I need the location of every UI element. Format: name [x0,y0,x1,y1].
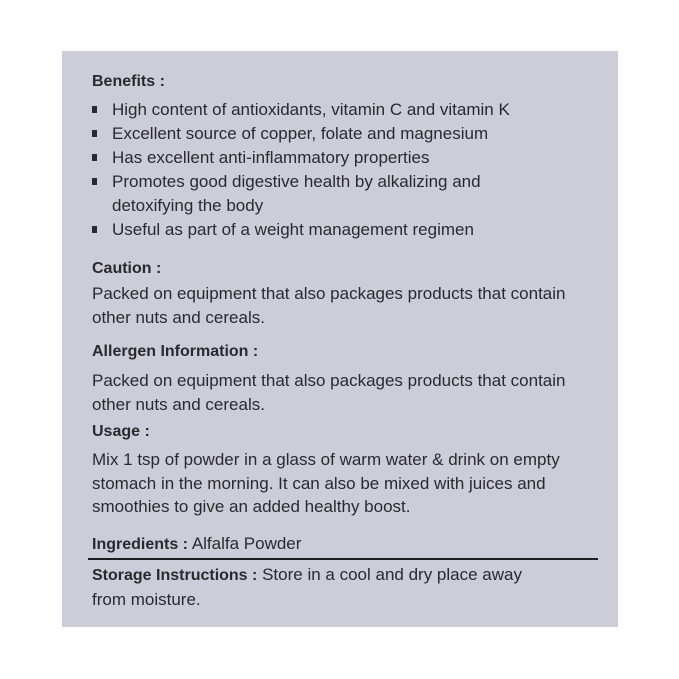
usage-text: Mix 1 tsp of powder in a glass of warm water & drink on empty stomach in the morning. It can also be mixed with juices and smoothies to give an added healthy boost. [92,450,560,516]
usage-section [92,421,604,519]
bullet-icon [92,154,97,161]
allergen-section [92,341,604,416]
bullet-icon [92,106,97,113]
divider [88,558,598,560]
ingredients-row [92,532,604,557]
ingredients-label: Ingredients : [92,536,189,553]
allergen-text: Packed on equipment that also packages products that contain other nuts and cereals. [92,371,566,414]
benefit-text: Excellent source of copper, folate and magnesium [112,124,489,143]
benefits-list [92,98,604,242]
benefits-section [92,71,604,242]
caution-text: Packed on equipment that also packages products that contain other nuts and cereals. [92,284,566,327]
list-item [92,170,604,218]
benefits-heading: Benefits : [92,73,165,90]
benefit-text: Useful as part of a weight management regimen [112,220,474,239]
list-item [92,98,604,122]
storage-value: Store in a cool and dry place away from moisture. [92,565,522,609]
benefit-text: High content of antioxidants, vitamin C and vitamin K [112,100,510,119]
ingredients-value: Alfalfa Powder [191,534,302,553]
list-item [92,146,604,170]
bullet-icon [92,178,97,185]
storage-row [92,563,558,612]
allergen-heading: Allergen Information : [92,343,259,360]
list-item [92,218,604,242]
caution-heading: Caution : [92,260,162,277]
bullet-icon [92,226,97,233]
caution-section [92,258,604,329]
list-item [92,122,604,146]
bullet-icon [92,130,97,137]
benefit-text: Has excellent anti-inflammatory properties [112,148,430,167]
benefit-text: Promotes good digestive health by alkalizing and detoxifying the body [112,172,481,215]
usage-heading: Usage : [92,423,150,440]
storage-label: Storage Instructions : [92,567,258,584]
product-label-panel [62,51,618,627]
